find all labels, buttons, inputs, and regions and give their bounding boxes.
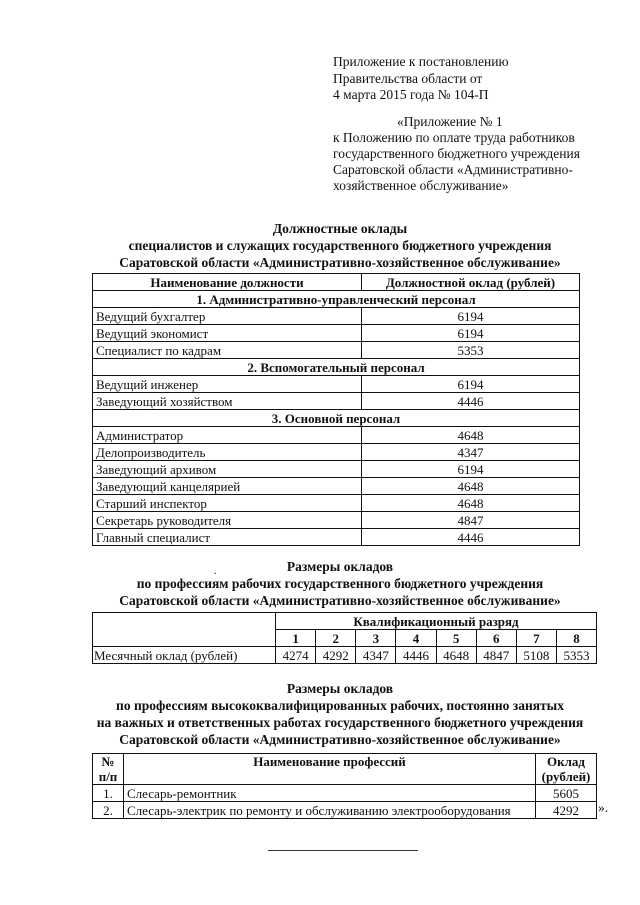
title-line: по профессиям рабочих государственного бюджетного учреждения <box>136 576 544 591</box>
column-header-profession: Наименование профессий <box>124 754 536 785</box>
position-name: Ведущий инженер <box>93 376 362 393</box>
column-header-number <box>93 754 124 785</box>
salary-value: 4648 <box>362 478 580 495</box>
position-name: Ведущий бухгалтер <box>93 308 362 325</box>
group-header: 1. Административно-управленческий персонал <box>93 291 580 308</box>
table-row <box>93 376 580 393</box>
title-line: специалистов и служащих государственного бюджетного учреждения <box>128 238 552 253</box>
column-header-salary <box>536 754 597 785</box>
position-name: Делопроизводитель <box>93 444 362 461</box>
header-line: Правительства области от <box>333 70 483 86</box>
position-name: Заведующий канцелярией <box>93 478 362 495</box>
position-name: Старший инспектор <box>93 495 362 512</box>
row-number: 1. <box>93 785 124 802</box>
salary-value: 5353 <box>362 342 580 359</box>
grade-salary: 4274 <box>276 647 316 664</box>
empty-corner-cell <box>93 613 276 647</box>
column-header-position: Наименование должности <box>93 274 362 291</box>
section1-title <box>60 220 620 271</box>
grade-number: 1 <box>276 630 316 647</box>
salary-value: 4648 <box>362 427 580 444</box>
skilled-worker-table <box>92 753 597 819</box>
appendix-line: государственного бюджетного учреждения <box>333 146 580 161</box>
separator-line <box>268 850 418 851</box>
stray-mark: . <box>214 566 217 577</box>
title-line: Саратовской области «Административно-хозяйственное обслуживание» <box>119 255 561 270</box>
grade-salary: 4347 <box>356 647 396 664</box>
appendix-line: Саратовской области «Административно- <box>333 162 573 177</box>
table-row <box>93 393 580 410</box>
grade-number: 4 <box>396 630 436 647</box>
section2-title <box>60 558 620 609</box>
closing-quote-mark: ». <box>598 800 609 815</box>
grade-salary: 4446 <box>396 647 436 664</box>
salary-value: 5605 <box>536 785 597 802</box>
grade-number: 3 <box>356 630 396 647</box>
title-line: Размеры окладов <box>286 681 394 696</box>
title-line: Размеры окладов <box>286 559 394 574</box>
salary-value: 4446 <box>362 529 580 546</box>
title-line: на важных и ответственных работах государственного бюджетного учреждения <box>96 715 584 730</box>
position-name: Администратор <box>93 427 362 444</box>
title-line: по профессиям высококвалифицированных рабочих, постоянно занятых <box>116 698 564 713</box>
table-row <box>93 495 580 512</box>
salary-value: 4292 <box>536 802 597 819</box>
profession-name: Слесарь-электрик по ремонту и обслуживанию электрооборудования <box>124 802 536 819</box>
grade-number: 5 <box>436 630 476 647</box>
position-salary-table <box>92 273 580 546</box>
header-line: Приложение к постановлению <box>333 54 509 69</box>
grade-salary: 4847 <box>476 647 516 664</box>
group-header: 3. Основной персонал <box>93 410 580 427</box>
title-line: Саратовской области «Административно-хозяйственное обслуживание» <box>119 732 561 747</box>
position-name: Специалист по кадрам <box>93 342 362 359</box>
table-row <box>93 325 580 342</box>
salary-value: 6194 <box>362 376 580 393</box>
table-row <box>93 444 580 461</box>
salary-value: 4648 <box>362 495 580 512</box>
grade-salary: 5353 <box>556 647 596 664</box>
table-row <box>93 802 597 819</box>
salary-value: 6194 <box>362 308 580 325</box>
salary-value: 4347 <box>362 444 580 461</box>
grade-number: 8 <box>556 630 596 647</box>
position-name: Ведущий экономист <box>93 325 362 342</box>
table-row <box>93 478 580 495</box>
grade-number: 7 <box>516 630 556 647</box>
grade-salary: 5108 <box>516 647 556 664</box>
table-row <box>93 529 580 546</box>
header-line: (рублей) <box>541 769 591 784</box>
header-line: п/п <box>98 769 118 784</box>
table-header-row <box>93 274 580 291</box>
column-header-salary: Должностной оклад (рублей) <box>362 274 580 291</box>
salary-value: 6194 <box>362 461 580 478</box>
table-row <box>93 461 580 478</box>
worker-grade-table <box>92 612 597 664</box>
row-number: 2. <box>93 802 124 819</box>
grade-salary: 4648 <box>436 647 476 664</box>
position-name: Секретарь руководителя <box>93 512 362 529</box>
salary-value: 4847 <box>362 512 580 529</box>
table-header-row <box>93 754 597 785</box>
profession-name: Слесарь-ремонтник <box>124 785 536 802</box>
row-label: Месячный оклад (рублей) <box>93 647 276 664</box>
table-row <box>93 308 580 325</box>
header-line: 4 марта 2015 года № 104-П <box>333 87 489 102</box>
appendix-line: хозяйственное обслуживание» <box>333 178 509 193</box>
group-header: 2. Вспомогательный персонал <box>93 359 580 376</box>
table-row <box>93 647 597 664</box>
header-line: Оклад <box>547 754 585 769</box>
title-line: Должностные оклады <box>272 221 408 236</box>
document-header <box>333 54 509 104</box>
grade-number: 2 <box>316 630 356 647</box>
grade-number: 6 <box>476 630 516 647</box>
title-line: Саратовской области «Административно-хозяйственное обслуживание» <box>119 593 561 608</box>
grade-header: Квалификационный разряд <box>276 613 597 630</box>
appendix-reference <box>333 114 580 194</box>
header-line: № <box>101 754 115 769</box>
table-row <box>93 427 580 444</box>
table-row <box>93 342 580 359</box>
position-name: Заведующий архивом <box>93 461 362 478</box>
grade-salary: 4292 <box>316 647 356 664</box>
position-name: Главный специалист <box>93 529 362 546</box>
salary-value: 4446 <box>362 393 580 410</box>
appendix-line: к Положению по оплате труда работников <box>333 130 575 145</box>
section3-title <box>60 680 620 748</box>
table-row <box>93 512 580 529</box>
salary-value: 6194 <box>362 325 580 342</box>
appendix-title: «Приложение № 1 <box>397 114 503 129</box>
table-row <box>93 785 597 802</box>
position-name: Заведующий хозяйством <box>93 393 362 410</box>
